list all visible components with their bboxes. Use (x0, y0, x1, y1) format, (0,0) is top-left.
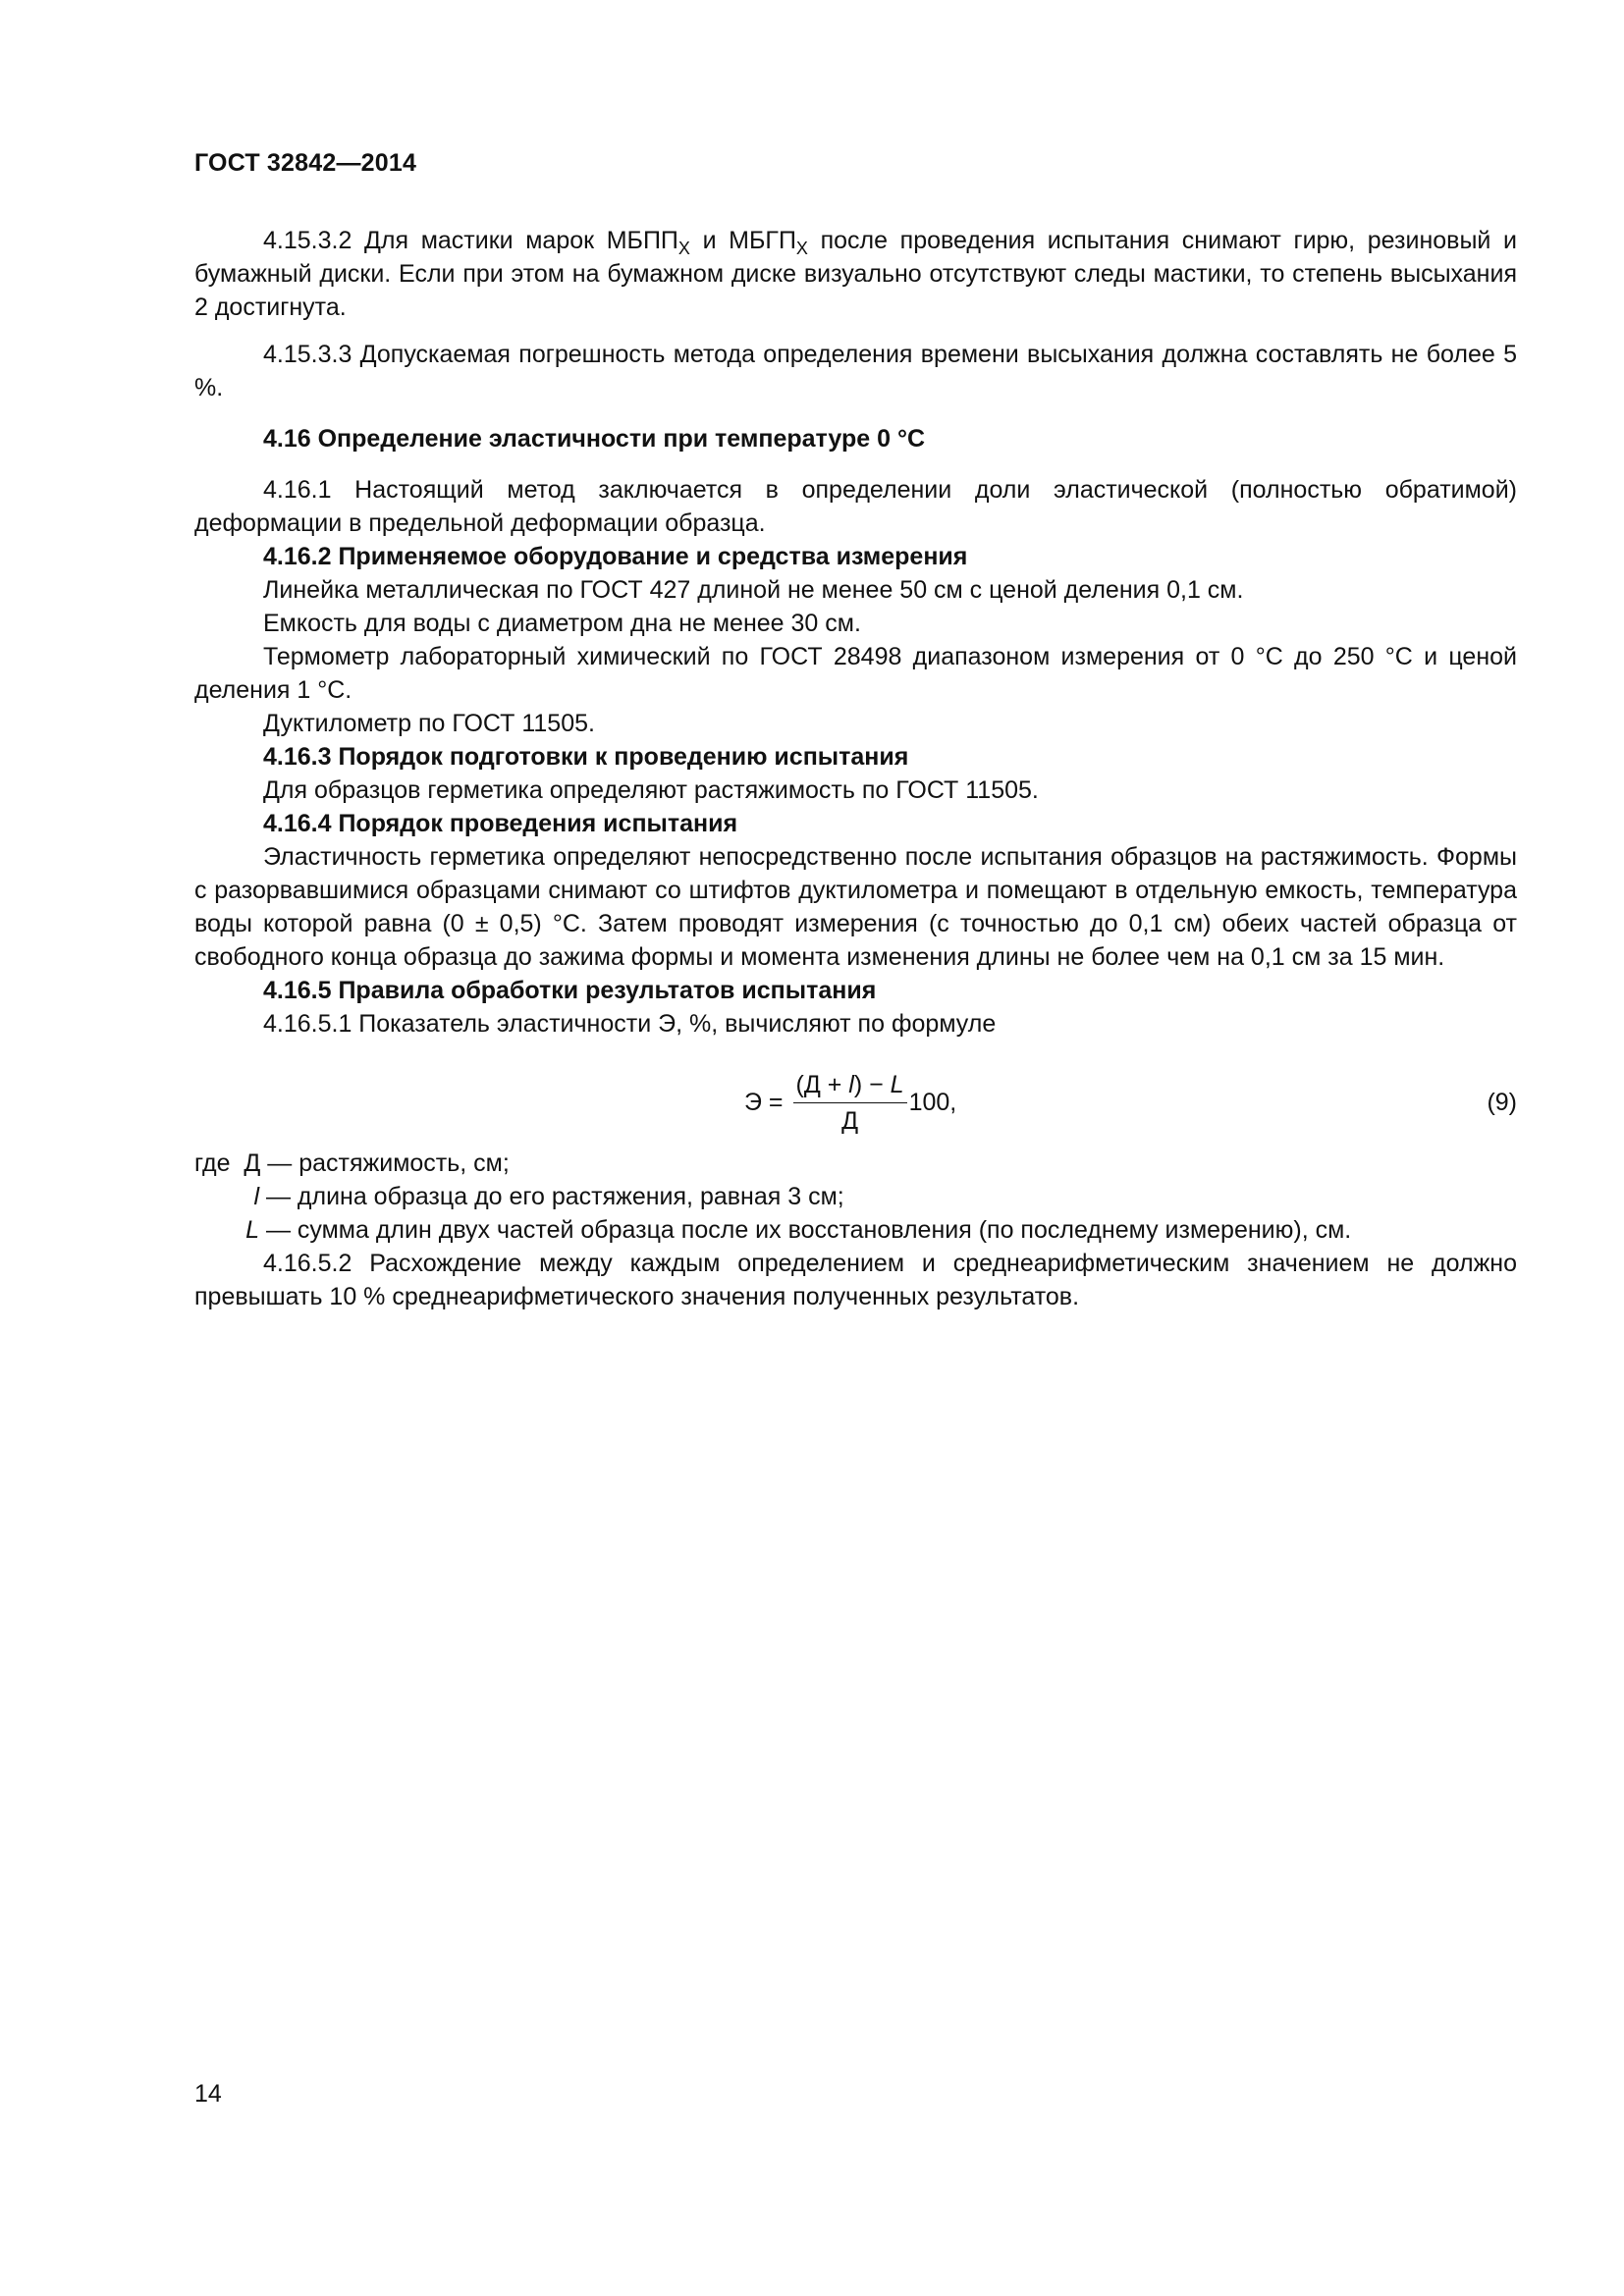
numerator-symbol-L: L (890, 1070, 904, 1098)
paragraph-text: и МБГП (689, 227, 796, 254)
symbol-d: Д (244, 1149, 261, 1177)
formula-lhs: Э = (744, 1089, 784, 1116)
paragraph-4-16-5-1: 4.16.5.1 Показатель эластичности Э, %, вычисляют по формуле (263, 1010, 997, 1038)
symbol-l: l (253, 1183, 259, 1210)
definition-text: — сумма длин двух частей образца после их восстановления (по последнему измерению), см. (259, 1216, 1352, 1244)
equipment-ruler: Линейка металлическая по ГОСТ 427 длиной не менее 50 см с ценой деления 0,1 см. (263, 576, 1244, 604)
subscript: Х (677, 239, 690, 258)
paragraph-4-15-3-2 (194, 224, 1517, 324)
paragraph-4-16-3: Для образцов герметика определяют растяжимость по ГОСТ 11505. (263, 776, 1039, 804)
definition-text: — длина образца до его растяжения, равная 3 см; (259, 1183, 844, 1210)
document-header: ГОСТ 32842—2014 (194, 149, 417, 177)
numerator-part: (Д + (795, 1070, 849, 1098)
formula-number: (9) (1487, 1089, 1517, 1116)
definition-L (194, 1213, 1517, 1247)
equipment-thermometer: Термометр лабораторный химический по ГОСТ 28498 диапазоном измерения от 0 °С до 250 °С и ценой деления 1 °С. (194, 643, 1517, 704)
formula-denominator: Д (841, 1106, 858, 1135)
paragraph-text: 4.15.3.2 Для мастики марок МБПП (263, 227, 678, 254)
heading-4-16-4: 4.16.4 Порядок проведения испытания (263, 810, 738, 837)
elasticity-formula (744, 1058, 956, 1147)
paragraph-4-15-3-3: 4.15.3.3 Допускаемая погрешность метода определения времени высыхания должна составлять не более 5 %. (194, 341, 1517, 401)
paragraph-4-16-5-2: 4.16.5.2 Расхождение между каждым определением и среднеарифметическим значением не должно превышать 10 % среднеарифметического значения полученных результатов. (194, 1250, 1517, 1310)
equipment-vessel: Емкость для воды с диаметром дна не менее 30 см. (263, 610, 861, 637)
paragraph-4-16-1: 4.16.1 Настоящий метод заключается в определении доли эластической (полностью обратимой) деформации в предельной деформации образца. (194, 476, 1517, 537)
numerator-symbol-l: l (848, 1070, 854, 1098)
page-content (194, 224, 1517, 1313)
heading-4-16-3: 4.16.3 Порядок подготовки к проведению испытания (263, 743, 909, 771)
heading-4-16: 4.16 Определение эластичности при температуре 0 °С (263, 425, 926, 453)
formula-fraction (793, 1070, 907, 1136)
formula-multiplier: 100, (908, 1089, 957, 1116)
formula-numerator (793, 1070, 907, 1103)
definition-text: — растяжимость, см; (260, 1149, 510, 1177)
formula-block (194, 1058, 1517, 1147)
definition-d (194, 1147, 1517, 1180)
numerator-part: ) − (853, 1070, 891, 1098)
equipment-ductilometer: Дуктилометр по ГОСТ 11505. (263, 710, 595, 737)
paragraph-text: после проведения испытания снимают гирю, резиновый и бумажный диски. Если при этом на бумажном диске визуально отсутствуют следы мастики, то степень высыхания 2 достигнута. (194, 227, 1517, 321)
heading-4-16-2: 4.16.2 Применяемое оборудование и средства измерения (263, 543, 968, 570)
symbol-L: L (245, 1216, 259, 1244)
definition-l (194, 1180, 1517, 1213)
subscript: Х (795, 239, 808, 258)
paragraph-4-16-4: Эластичность герметика определяют непосредственно после испытания образцов на растяжимость. Формы с разорвавшимися образцами снимают со штифтов дуктилометра и помещают в отдельную емкость, температура воды которой равна (0 ± 0,5) °С. Затем проводят измерения (с точностью до 0,1 см) обеих частей образца от свободного конца образца до зажима формы и момента изменения длины не более чем на 0,1 см за 15 мин. (194, 843, 1517, 971)
where-intro: где (194, 1149, 231, 1177)
heading-4-16-5: 4.16.5 Правила обработки результатов испытания (263, 977, 877, 1004)
page-number: 14 (194, 2080, 222, 2108)
